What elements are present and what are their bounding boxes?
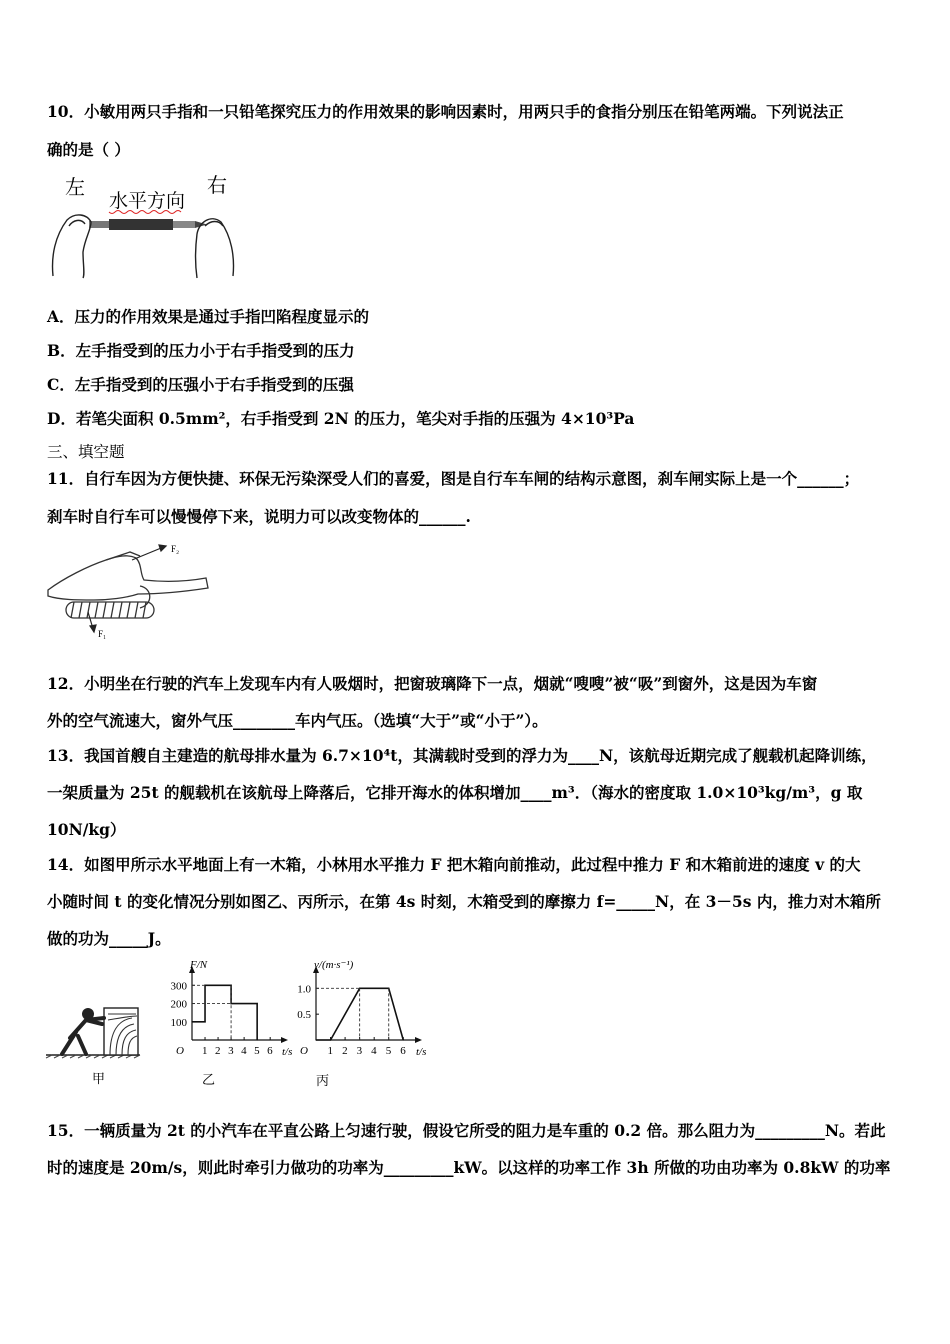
force-chart-y-axis-label: F/N xyxy=(190,959,208,971)
velocity-chart-data-point xyxy=(330,1039,331,1040)
velocity-chart-origin-label: O xyxy=(300,1045,308,1057)
q13-stem-line2: 一架质量为 25t 的舰载机在该航母上降落后，它排开海水的体积增加____m³．（海水的密度取 1.0×10³kg/m³，g 取 xyxy=(47,783,863,802)
velocity-chart-x-tick-label: 2 xyxy=(342,1045,348,1057)
q15-stem-line2: 时的速度是 20m/s，则此时牵引力做功的功率为_________kW。以这样的功率工作 3h 所做的功由功率为 0.8kW 的功率 xyxy=(47,1158,891,1177)
q13-stem-line3: 10N/kg） xyxy=(47,820,126,839)
force-chart-x-tick-label: 5 xyxy=(254,1045,260,1057)
force-f1-label: F₁ xyxy=(98,629,107,639)
q14-stem-line2: 小随时间 t 的变化情况分别如图乙、丙所示，在第 4s 时刻，木箱受到的摩擦力 f=_____N，在 3－5s 内，推力对木箱所 xyxy=(47,892,881,911)
q12-stem-line1: 12．小明坐在行驶的汽车上发现车内有人吸烟时，把窗玻璃降下一点，烟就“嗖嗖”被“吸”到窗外，这是因为车窗 xyxy=(47,674,818,693)
person-pushing-box-icon xyxy=(46,1008,140,1058)
q11-stem-line1: 11．自行车因为方便快捷、环保无污染深受人们的喜爱，图是自行车车闸的结构示意图，刹车闸实际上是一个______； xyxy=(47,469,860,488)
force-chart-x-tick-label: 3 xyxy=(228,1045,234,1057)
caption-jia: 甲 xyxy=(92,1071,106,1086)
caption-yi: 乙 xyxy=(202,1072,216,1087)
q10-option-c: C．左手指受到的压强小于右手指受到的压强 xyxy=(47,375,354,394)
force-chart-x-tick-label: 2 xyxy=(215,1045,221,1057)
velocity-chart-data-point xyxy=(403,1039,404,1040)
q11-stem-line2: 刹车时自行车可以慢慢停下来，说明力可以改变物体的______. xyxy=(47,507,471,526)
velocity-chart-x-tick-label: 3 xyxy=(356,1045,363,1057)
velocity-chart-y-axis-label: v/(m·s⁻¹) xyxy=(314,959,354,971)
q12-stem-line2: 外的空气流速大，窗外气压________车内气压。（选填“大于”或“小于”）。 xyxy=(47,711,548,730)
bicycle-brake-figure xyxy=(44,538,220,640)
force-chart-data-point xyxy=(191,1021,192,1022)
pencil-fingers-figure xyxy=(45,170,245,282)
force-chart-data-point xyxy=(257,1003,258,1004)
force-chart-x-tick-label: 6 xyxy=(267,1045,273,1057)
q15-stem-line1: 15．一辆质量为 2t 的小汽车在平直公路上匀速行驶，假设它所受的阻力是车重的 0.2 倍。那么阻力为_________N。若此 xyxy=(47,1121,886,1140)
section-heading: 三、填空题 xyxy=(47,443,125,461)
force-chart-data-point xyxy=(257,1039,258,1040)
figure-right-label: 右 xyxy=(207,175,227,197)
q13-stem-line1: 13．我国首艘自主建造的航母排水量为 6.7×10⁴t，其满载时受到的浮力为____N，该航母近期完成了舰载机起降训练， xyxy=(47,746,877,765)
q14-figures xyxy=(40,958,430,1093)
velocity-time-chart xyxy=(297,959,426,1058)
q10-stem-line1: 10．小敏用两只手指和一只铅笔探究压力的作用效果的影响因素时，用两只手的食指分别压在铅笔两端。下列说法正 xyxy=(47,102,844,121)
figure-left-label: 左 xyxy=(65,177,85,199)
force-chart-x-tick-label: 1 xyxy=(202,1045,208,1057)
force-arrows-icon xyxy=(88,545,166,632)
velocity-chart-x-tick-label: 5 xyxy=(385,1045,392,1057)
velocity-chart-x-arrow xyxy=(415,1037,422,1043)
force-chart-x-arrow xyxy=(281,1037,288,1043)
caption-bing: 丙 xyxy=(316,1073,330,1088)
velocity-chart-x-tick-label: 6 xyxy=(400,1045,406,1057)
force-chart-y-tick-label: 300 xyxy=(170,980,187,993)
force-chart-origin-label: O xyxy=(176,1045,184,1057)
velocity-chart-y-tick-label: 1.0 xyxy=(297,983,311,996)
q14-stem-line3: 做的功为_____J。 xyxy=(47,929,171,948)
force-chart-x-tick-label: 4 xyxy=(241,1045,247,1057)
velocity-chart-x-tick-label: 1 xyxy=(327,1045,334,1057)
force-chart-y-tick-label: 100 xyxy=(170,1016,187,1029)
force-chart-y-tick-label: 200 xyxy=(170,998,187,1011)
force-chart-series-line xyxy=(192,985,257,1040)
right-finger-icon xyxy=(196,219,234,278)
q14-stem-line1: 14．如图甲所示水平地面上有一木箱，小林用水平推力 F 把木箱向前推动，此过程中推力 F 和木箱前进的速度 v 的大 xyxy=(47,855,861,874)
q10-option-b: B．左手指受到的压力小于右手指受到的压力 xyxy=(47,341,355,360)
velocity-chart-x-tick-label: 4 xyxy=(371,1045,377,1057)
brake-lever-icon xyxy=(48,552,208,618)
velocity-chart-y-tick-label: 0.5 xyxy=(297,1009,311,1022)
pencil-icon xyxy=(89,219,207,230)
force-chart-x-axis-label: t/s xyxy=(282,1046,293,1058)
velocity-chart-x-axis-label: t/s xyxy=(416,1046,427,1058)
q10-option-a: A．压力的作用效果是通过手指凹陷程度显示的 xyxy=(47,307,370,326)
force-time-chart xyxy=(171,959,293,1058)
figure-direction-label: 水平方向 xyxy=(109,191,186,212)
force-chart-data-point xyxy=(204,1021,205,1022)
left-finger-icon xyxy=(53,215,91,278)
force-f2-label: F₂ xyxy=(171,544,180,554)
q10-stem-line2: 确的是（ ） xyxy=(47,140,130,159)
velocity-chart-data-point xyxy=(315,1039,316,1040)
q10-option-d: D．若笔尖面积 0.5mm²，右手指受到 2N 的压力，笔尖对手指的压强为 4×10³Pa xyxy=(47,409,635,428)
